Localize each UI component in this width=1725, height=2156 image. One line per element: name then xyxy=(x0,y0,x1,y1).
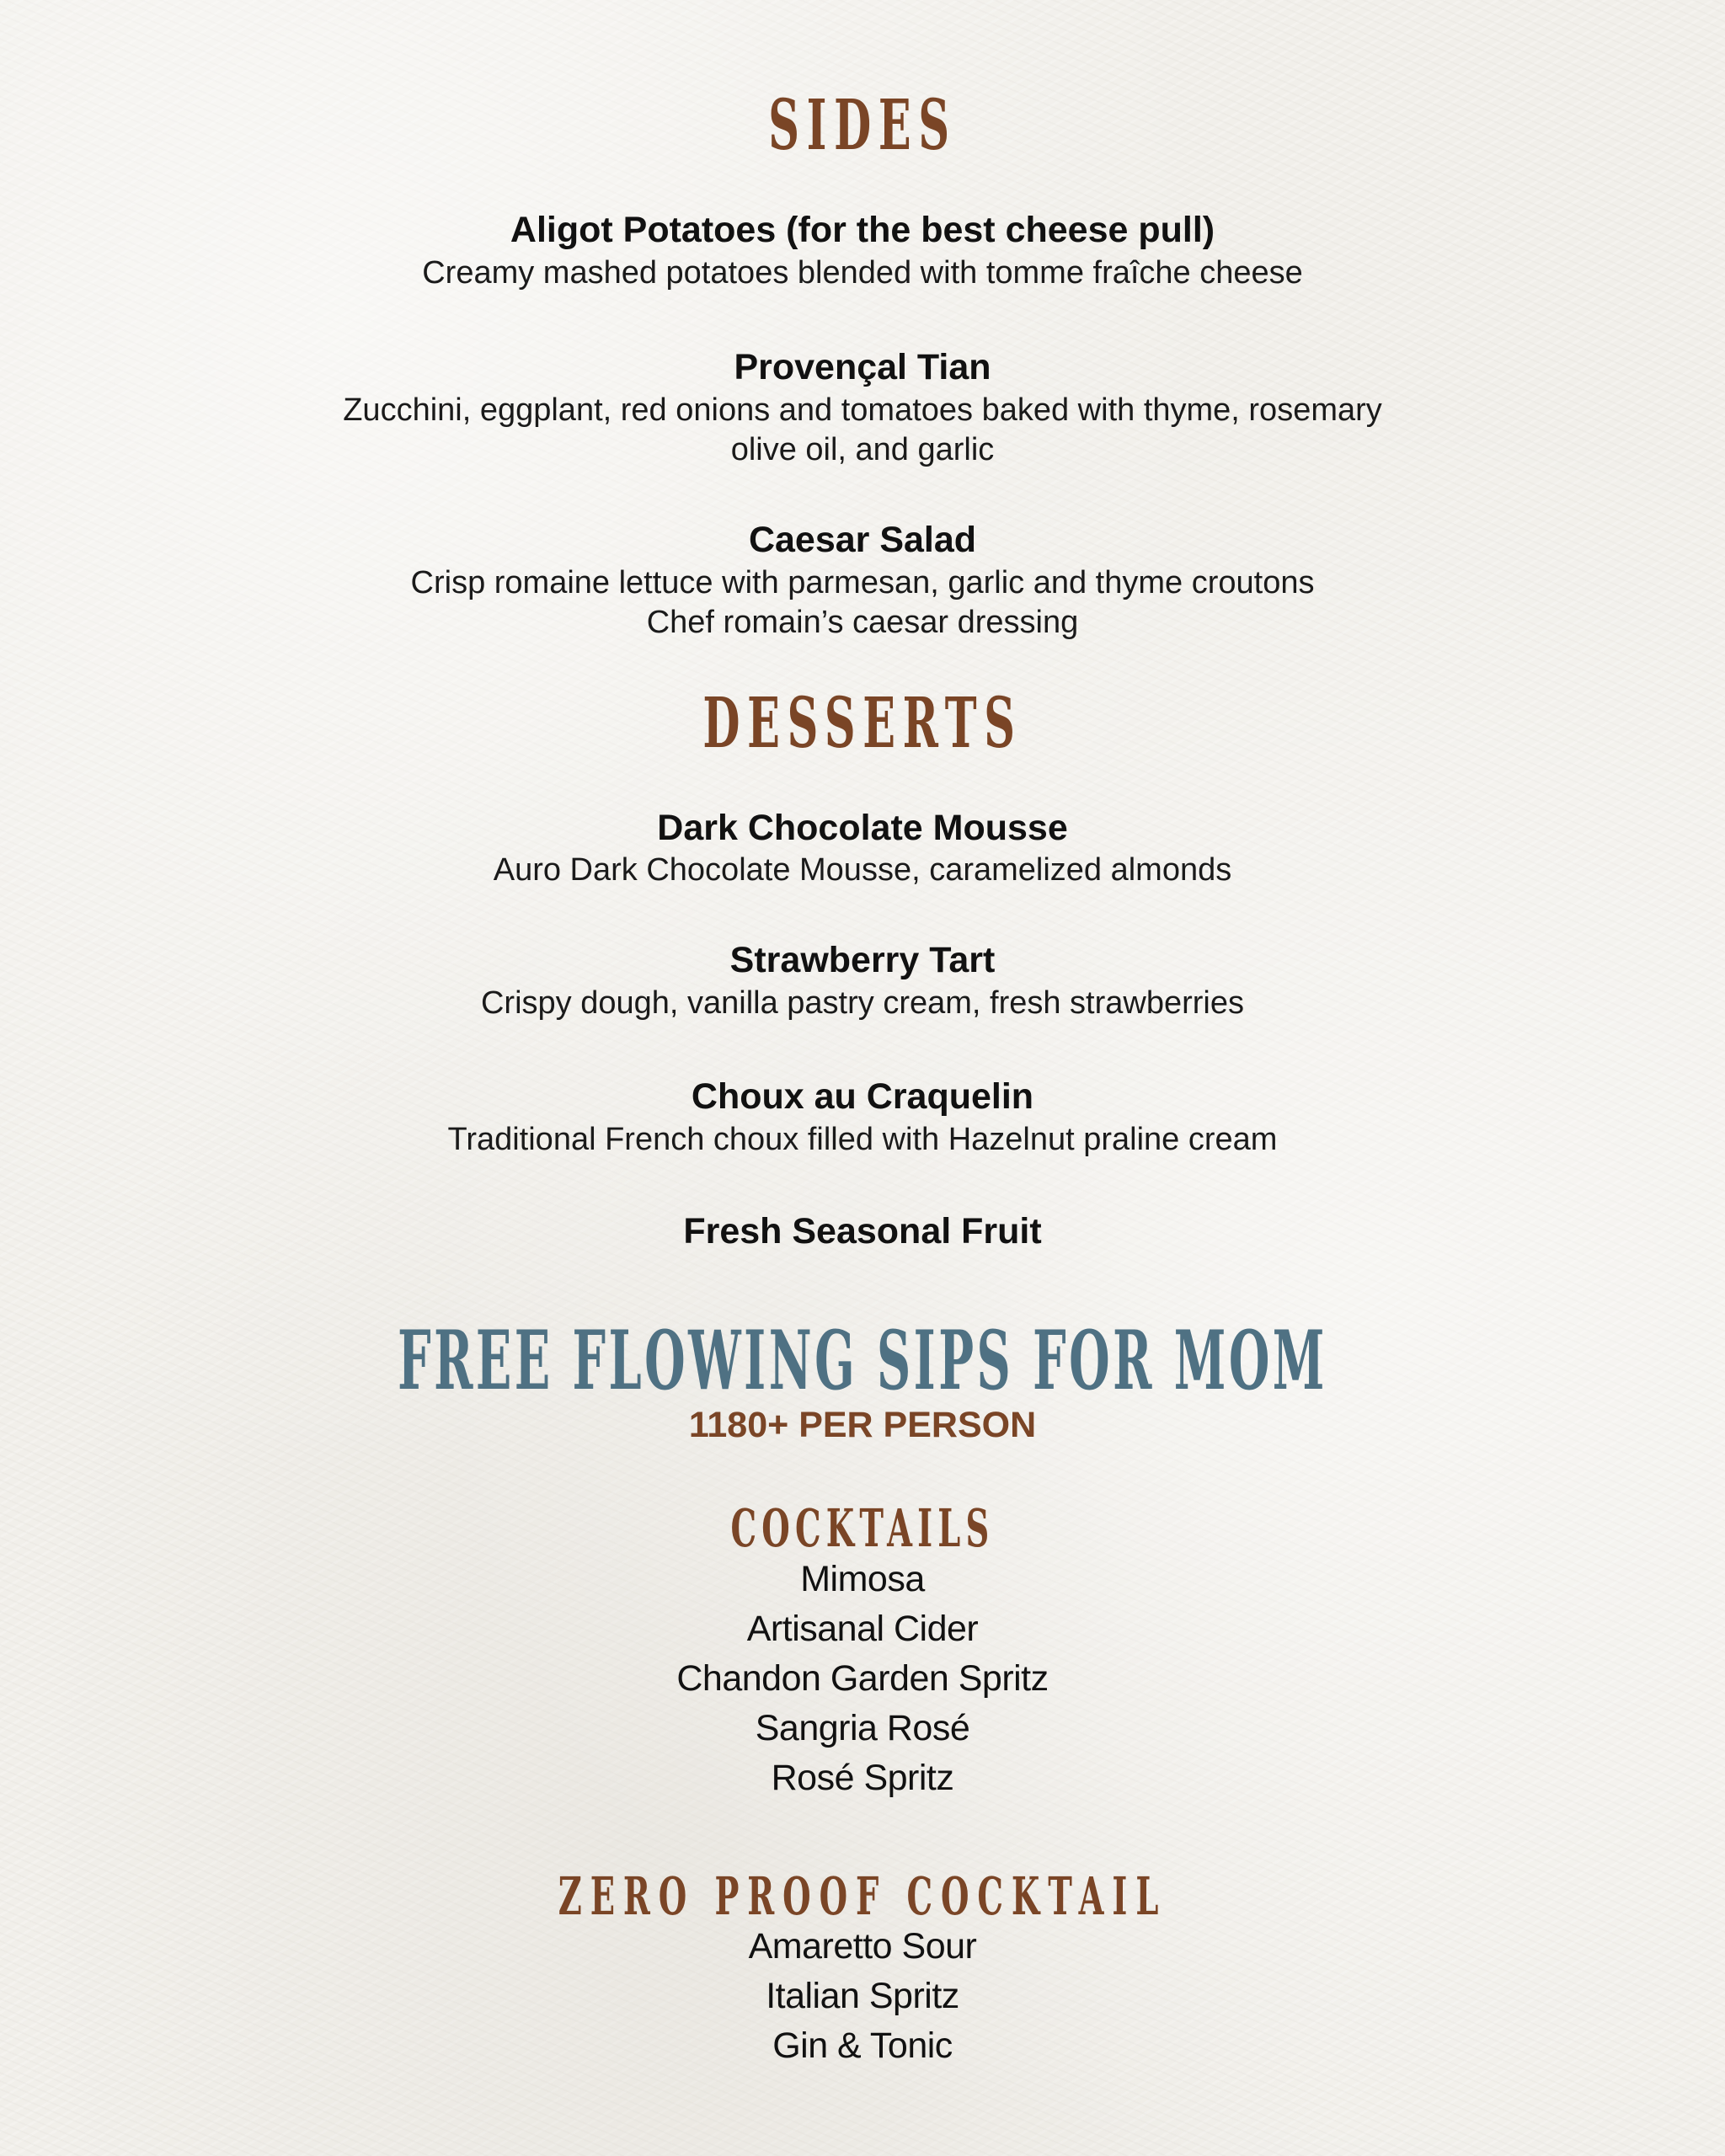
menu-item-name: Caesar Salad xyxy=(748,520,977,560)
sips-heading: FREE FLOWING SIPS FOR MOM xyxy=(398,1313,1327,1408)
cocktail-item: Sangria Rosé xyxy=(755,1708,970,1748)
cocktail-item: Mimosa xyxy=(800,1559,925,1599)
menu-item-name: Choux au Craquelin xyxy=(691,1076,1034,1117)
menu-item-description: Auro Dark Chocolate Mousse, caramelized almonds xyxy=(493,852,1232,888)
zero-proof-item: Amaretto Sour xyxy=(748,1926,977,1967)
zero-proof-item: Italian Spritz xyxy=(766,1976,959,2016)
menu-item-description: Chef romain’s caesar dressing xyxy=(646,605,1079,640)
menu-item-description: Crispy dough, vanilla pastry cream, fresh strawberries xyxy=(480,985,1244,1021)
cocktail-item: Artisanal Cider xyxy=(746,1609,979,1649)
sides-heading: SIDES xyxy=(768,85,957,166)
sips-price: 1180+ PER PERSON xyxy=(688,1405,1037,1445)
menu-item-name: Strawberry Tart xyxy=(729,940,996,980)
menu-item-description: Creamy mashed potatoes blended with tomme fraîche cheese xyxy=(422,255,1303,291)
menu-item-name: Dark Chocolate Mousse xyxy=(657,808,1068,848)
cocktails-heading: COCKTAILS xyxy=(730,1497,995,1559)
menu-item-name: Fresh Seasonal Fruit xyxy=(683,1211,1042,1251)
desserts-heading: DESSERTS xyxy=(702,683,1023,764)
cocktail-item: Chandon Garden Spritz xyxy=(676,1658,1049,1699)
menu-item-name: Provençal Tian xyxy=(734,347,991,387)
menu-item-description: Zucchini, eggplant, red onions and tomatoes baked with thyme, rosemary xyxy=(343,392,1382,428)
menu-item-description: Traditional French choux filled with Hazelnut praline cream xyxy=(447,1122,1278,1157)
zero-proof-heading: ZERO PROOF COCKTAIL xyxy=(558,1865,1167,1927)
menu-item-description: Crisp romaine lettuce with parmesan, garlic and thyme croutons xyxy=(410,565,1315,600)
cocktail-item: Rosé Spritz xyxy=(771,1758,954,1798)
menu-item-name: Aligot Potatoes (for the best cheese pull) xyxy=(510,210,1215,250)
menu-item-description: olive oil, and garlic xyxy=(730,432,995,467)
zero-proof-item: Gin & Tonic xyxy=(772,2025,953,2066)
